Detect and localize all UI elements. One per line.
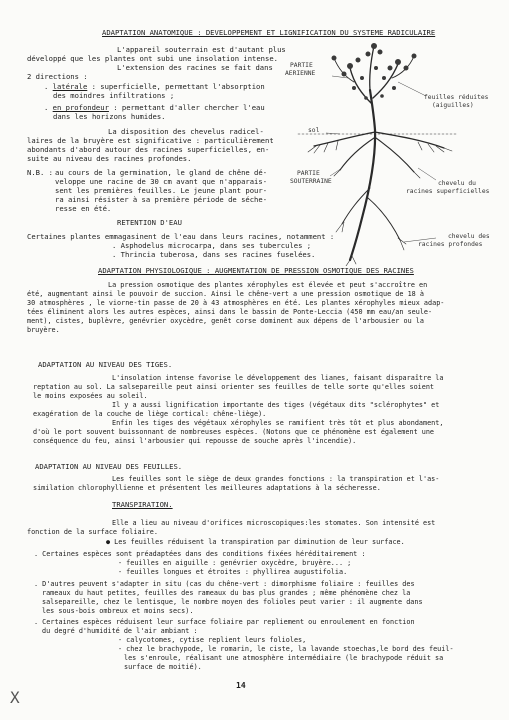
transp-title: TRANSPIRATION. — [112, 500, 173, 509]
chevelus-3: abondants d'abord autour des racines superficielles, en- — [27, 145, 270, 154]
stems-1: L'insolation intense favorise le développement des lianes, faisant disparaître la — [112, 374, 444, 382]
transp-1: Elle a lieu au niveau d'orifices microscopiques:les stomates. Son intensité est — [112, 519, 436, 527]
nb-2: veloppe une racine de 30 cm avant que n'apparais- — [55, 177, 268, 186]
retention-title: RETENTION D'EAU — [117, 218, 182, 227]
bullet-3-line-6: surface de moitié). — [124, 663, 202, 671]
margin-mark: X — [10, 688, 20, 707]
label-leaves-2: (aiguilles) — [432, 102, 474, 109]
lateral-text-2: des moindres infiltrations ; — [53, 91, 175, 100]
leaves-1: Les feuilles sont le siège de deux grandes fonctions : la transpiration et l'as- — [112, 475, 440, 483]
bullet-1-line-1: . Certaines espèces sont préadaptées dans des conditions fixées héréditairement : — [34, 550, 366, 558]
physio-1: La pression osmotique des plantes xérophyles est élevée et peut s'accroître en — [108, 281, 428, 289]
stems-4: Il y a aussi lignification importante des tiges (végétaux dits "sclérophytes" et — [112, 401, 440, 409]
stems-title: ADAPTATION AU NIVEAU DES TIGES. — [38, 360, 173, 369]
label-aerial-1: PARTIE — [290, 62, 313, 69]
depth-text-2: dans les horizons humides. — [53, 112, 166, 121]
nb-5: resse en été. — [55, 204, 112, 213]
intro-line-4: 2 directions : — [27, 72, 88, 81]
label-deep-roots-2: racines profondes — [418, 241, 483, 248]
physio-6: bruyère. — [27, 326, 60, 334]
physio-2: été, augmentant ainsi le pouvoir de succion. Ainsi le chêne-vert a une pression osmotique de 18 à — [27, 290, 424, 298]
page-title: ADAPTATION ANATOMIQUE : DEVELOPPEMENT ET LIGNIFICATION DU SYSTEME RADICULAIRE — [102, 28, 436, 37]
lateral-label: latérale — [52, 82, 88, 91]
retention-item-2: . Thrincia tuberosa, dans ses racines fuselées. — [112, 250, 316, 259]
intro-line-3: L'extension des racines se fait dans — [117, 63, 273, 72]
physio-title: ADAPTATION PHYSIOLOGIQUE : AUGMENTATION DE PRESSION OSMOTIQUE DES RACINES — [98, 266, 414, 275]
physio-3: 30 atmosphères , le viorne-tin passe de 20 à 43 atmosphères en été. Les plantes xérophyles mieux adap- — [27, 299, 445, 307]
chevelus-1: La disposition des chevelus radicel- — [108, 127, 264, 136]
bullet-1-line-3: - feuilles longues et étroites : phyllirea augustifolia. — [118, 568, 348, 576]
label-soil: sol — [308, 127, 320, 134]
chevelus-2: laires de la bruyère est significative : particulièrement — [27, 136, 274, 145]
label-leaves-1: feuilles réduites — [424, 94, 489, 101]
label-surface-roots-2: racines superficielles — [406, 188, 490, 195]
intro-line-1: L'appareil souterrain est d'autant plus — [117, 45, 286, 54]
physio-5: ment), cistes, buplèvre, genévrier oxycèdre, genêt corse dominent aux dépens de l'arbousier ou la — [27, 317, 424, 325]
bullet-3-line-4: - chez le brachypode, le romarin, le ciste, la lavande stoechas,le bord des feuil- — [118, 645, 454, 653]
nb-4: ra ainsi résister à sa première période de séche- — [55, 195, 268, 204]
bullet-2-line-3: salsepareille, chez le lentisque, le nombre moyen des folioles peut varier : il augmente dans — [42, 598, 423, 606]
nb-label: N.B. : — [27, 168, 53, 177]
label-underground-1: PARTIE — [297, 170, 320, 177]
bullet-3-line-3: - calycotomes, cytise replient leurs folioles, — [118, 636, 307, 644]
label-deep-roots-1: chevelu des — [448, 233, 490, 240]
stems-7: d'où le port souvent buissonnant de nombreuses espèces. (Notons que ce phénomène est également une — [33, 428, 435, 436]
page-number: 14 — [236, 681, 246, 690]
label-surface-roots-1: chevelu du — [438, 180, 476, 187]
leaves-2: similation chlorophyllienne et présentent les meilleures adaptations à la sécheresse. — [33, 484, 381, 492]
nb-3: sent les premières feuilles. Le jeune plant pour- — [55, 186, 268, 195]
stems-3: le moins exposées au soleil. — [33, 392, 148, 400]
physio-4: tées éliminent alors les autres espèces, ainsi dans le bassin de Ponte-Leccia (450 mm eau/an seule- — [27, 308, 433, 316]
leaves-title: ADAPTATION AU NIVEAU DES FEUILLES. — [35, 462, 183, 471]
depth-item: . en profondeur : permettant d'aller chercher l'eau — [44, 103, 265, 112]
retention-item-1: . Asphodelus microcarpa, dans ses tubercules ; — [112, 241, 312, 250]
chevelus-4: suite au niveau des racines profondes. — [27, 154, 192, 163]
transp-2: fonction de la surface foliaire. — [27, 528, 158, 536]
lateral-item: . latérale : superficielle, permettant l'absorption — [44, 82, 265, 91]
retention-text: Certaines plantes emmagasinent de l'eau dans leurs racines, notamment : — [27, 232, 335, 241]
stems-5: exagération de la couche de liège cortical: chêne-liège). — [33, 410, 267, 418]
stems-2: reptation au sol. La salsepareille peut ainsi orienter ses feuilles de telle sorte qu'elles soient — [33, 383, 435, 391]
bullet-3-line-5: les s'enroule, réalisant une atmosphère intermédiaire (le brachypode réduit sa — [124, 654, 444, 662]
bullet-3-line-2: du degré d'humidité de l'air ambiant : — [42, 627, 198, 635]
transp-3: ● Les feuilles réduisent la transpiration par diminution de leur surface. — [106, 538, 405, 546]
bullet-2-line-1: . D'autres peuvent s'adapter in situ (cas du chêne-vert : dimorphisme foliaire : feuilles des — [34, 580, 415, 588]
stems-6: Enfin les tiges des végétaux xérophyles se ramifient très tôt et plus abondament, — [112, 419, 444, 427]
nb-1: au cours de la germination, le gland de chêne dé- — [55, 168, 268, 177]
label-underground-2: SOUTERRAINE — [290, 178, 332, 185]
depth-text-1: : permettant d'aller chercher l'eau — [113, 103, 265, 112]
lateral-text-1: : superficielle, permettant l'absorption — [91, 82, 265, 91]
bullet-2-line-4: les sous-bois ombreux et moins secs). — [42, 607, 194, 615]
depth-label: en profondeur — [52, 103, 109, 112]
intro-line-2: développé que les plantes ont subi une insolation intense. — [27, 54, 278, 63]
stems-8: conséquence du feu, ainsi l'arbousier qui repousse de souche après l'incendie). — [33, 437, 357, 445]
bullet-3-line-1: . Certaines espèces réduisent leur surface foliaire par repliement ou enroulement en fonction — [34, 618, 415, 626]
bullet-2-line-2: rameaux du haut petites, feuilles des rameaux du bas plus grandes ; même phénomène chez la — [42, 589, 411, 597]
bullet-1-line-2: - feuilles en aiguille : genévrier oxycèdre, bruyère... ; — [118, 559, 352, 567]
label-aerial-2: AERIENNE — [285, 70, 316, 77]
